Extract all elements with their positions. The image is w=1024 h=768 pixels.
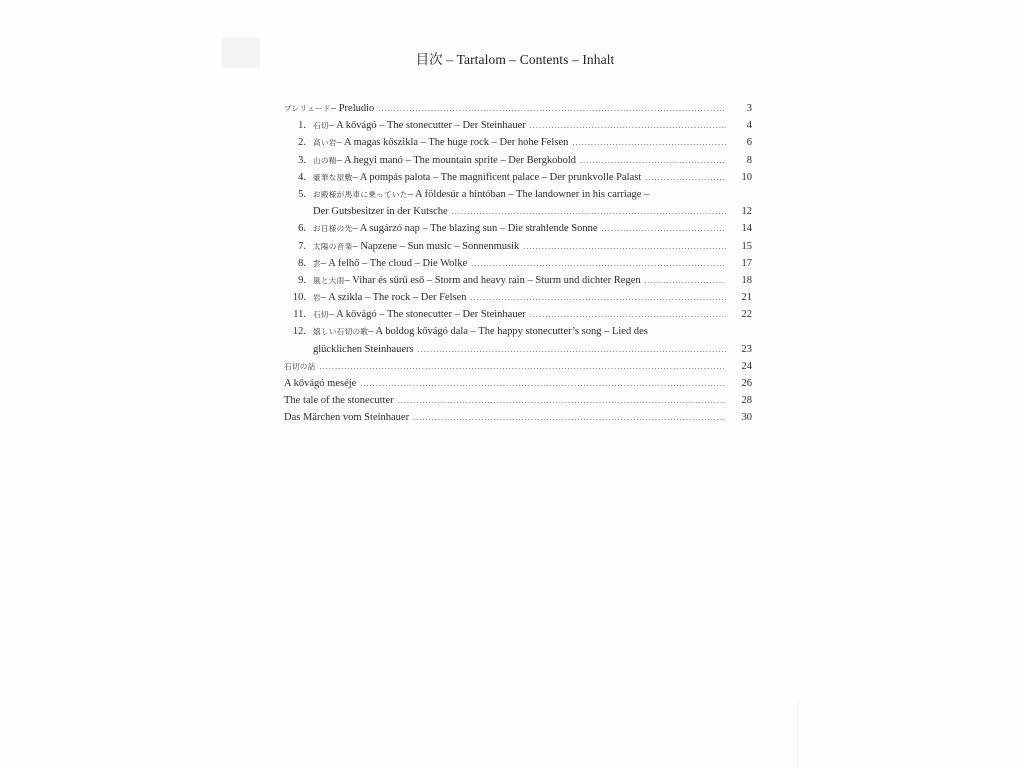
toc-entry	[284, 289, 752, 306]
toc-entry-number: 12.	[292, 326, 306, 338]
toc-entry	[284, 169, 752, 186]
scan-edge	[797, 700, 798, 768]
toc-entry-page-number: 28	[741, 395, 752, 407]
toc-entry-japanese-title: 嬉しい石切の歌	[313, 327, 369, 337]
toc-entry-title: – Preludio	[330, 103, 375, 114]
toc-entry	[284, 134, 752, 151]
toc-entry	[284, 409, 752, 426]
toc-entry-page-number: 15	[741, 240, 752, 252]
toc-entry-page-number: 10	[741, 171, 752, 183]
dot-leader	[398, 392, 726, 409]
dot-leader	[530, 306, 726, 323]
dot-leader	[580, 152, 726, 169]
toc-entry-japanese-title: 岩	[313, 293, 321, 303]
toc-entry-japanese-title: 嵐と大雨	[313, 275, 345, 285]
dot-leader	[645, 169, 726, 186]
toc-entry-number: 2.	[298, 137, 306, 149]
toc-entry-number: 4.	[298, 171, 306, 183]
toc-entry-title: Das Märchen vom Steinhauer	[284, 412, 410, 424]
toc-entry-title: – A sugárzó nap – The blazing sun – Die strahlende Sonne	[352, 223, 598, 235]
toc-entry-japanese-title: 高い岩	[313, 138, 337, 148]
dot-leader	[452, 203, 726, 220]
toc-entry	[284, 323, 752, 340]
toc-entry-page-number: 30	[741, 412, 752, 424]
dot-leader	[413, 409, 726, 426]
toc-entry	[284, 203, 752, 220]
dot-leader	[378, 100, 726, 117]
dot-leader	[572, 134, 726, 151]
toc-entry-page-number: 6	[746, 137, 752, 149]
toc-entry-japanese-title: 雲	[313, 258, 321, 268]
toc-entry-page-number: 12	[741, 206, 752, 218]
table-of-contents	[284, 100, 752, 427]
toc-entry-page-number: 21	[741, 292, 752, 304]
toc-entry-title: – A földesúr a hintóban – The landowner in his carriage –	[407, 188, 650, 200]
dot-leader	[602, 220, 726, 237]
toc-entry-page-number: 23	[741, 343, 752, 355]
toc-entry-number: 3.	[298, 154, 306, 166]
toc-entry-title: – A felhő – The cloud – Die Wolke	[320, 257, 468, 269]
dot-leader	[471, 255, 726, 272]
toc-entry-japanese-title: お殿様が馬車に乗っていた	[313, 189, 408, 199]
toc-entry-number: 9.	[298, 274, 306, 286]
toc-entry	[284, 255, 752, 272]
toc-entry	[284, 375, 752, 392]
toc-entry-number: 6.	[298, 223, 306, 235]
toc-entry	[284, 220, 752, 237]
toc-entry-title: glücklichen Steinhauers	[313, 343, 414, 355]
toc-entry	[284, 238, 752, 255]
toc-entry-page-number: 4	[746, 120, 752, 132]
toc-entry-title: – A kővágó – The stonecutter – Der Steinhauer	[328, 120, 526, 132]
dot-leader	[418, 341, 726, 358]
toc-entry-number: 11.	[293, 309, 306, 321]
toc-entry-page-number: 17	[741, 257, 752, 269]
toc-entry	[284, 186, 752, 203]
toc-entry-title: – A hegyi manó – The mountain sprite – Der Bergkobold	[336, 154, 577, 166]
toc-entry-japanese-title: お日様の光	[313, 224, 353, 234]
toc-entry-title: – Napzene – Sun music – Sonnenmusik	[352, 240, 520, 252]
toc-entry-japanese-title: 石切	[313, 121, 329, 131]
toc-entry-title: – A boldog kővágó dala – The happy stonecutter’s song – Lied des	[368, 326, 648, 338]
page-title: 目次 – Tartalom – Contents – Inhalt	[415, 52, 615, 67]
dot-leader	[523, 238, 726, 255]
dot-leader	[530, 117, 726, 134]
toc-entry-title: – Vihar és sűrű eső – Storm and heavy rain – Sturm und dichter Regen	[344, 274, 641, 286]
toc-entry	[284, 152, 752, 169]
toc-entry-title: – A pompás palota – The magnificent palace – Der prunkvolle Palast	[352, 171, 642, 183]
toc-entry-title: – A kővágó – The stonecutter – Der Steinhauer	[328, 309, 526, 321]
dot-leader	[360, 375, 726, 392]
toc-entry	[284, 392, 752, 409]
toc-entry	[284, 117, 752, 134]
toc-entry	[284, 272, 752, 289]
toc-entry-page-number: 24	[741, 360, 752, 372]
dot-leader	[471, 289, 726, 306]
toc-entry-japanese-title: プレリュード	[284, 104, 331, 113]
toc-entry-page-number: 8	[746, 154, 752, 166]
toc-entry	[284, 341, 752, 358]
dot-leader	[320, 358, 726, 375]
toc-entry-japanese-title: 石切	[313, 310, 329, 320]
toc-entry-japanese-title: 石切の話	[284, 361, 316, 371]
toc-entry-japanese-title: 豪華な屋敷	[313, 172, 353, 182]
toc-entry-page-number: 14	[741, 223, 752, 235]
toc-entry	[284, 100, 752, 117]
toc-entry-title: The tale of the stonecutter	[284, 395, 394, 407]
toc-entry-page-number: 3	[746, 103, 752, 114]
toc-entry-number: 7.	[298, 240, 306, 252]
toc-entry-number: 8.	[298, 257, 306, 269]
toc-entry-japanese-title: 山の精	[313, 155, 337, 165]
toc-entry	[284, 358, 752, 375]
toc-entry-page-number: 18	[741, 274, 752, 286]
toc-entry-title: – A magas kőszikla – The huge rock – Der hohe Felsen	[336, 137, 569, 149]
toc-entry-number: 10.	[292, 292, 306, 304]
toc-entry	[284, 306, 752, 323]
toc-entry-title: Der Gutsbesitzer in der Kutsche	[313, 206, 448, 218]
toc-entry-japanese-title: 太陽の音楽	[313, 241, 353, 251]
toc-entry-number: 5.	[298, 188, 306, 200]
toc-entry-page-number: 22	[741, 309, 752, 321]
toc-entry-number: 1.	[298, 120, 306, 132]
toc-entry-title: A kővágó meséje	[284, 378, 357, 389]
toc-entry-page-number: 26	[741, 378, 752, 389]
dot-leader	[645, 272, 726, 289]
toc-entry-title: – A szikla – The rock – Der Felsen	[320, 292, 467, 304]
